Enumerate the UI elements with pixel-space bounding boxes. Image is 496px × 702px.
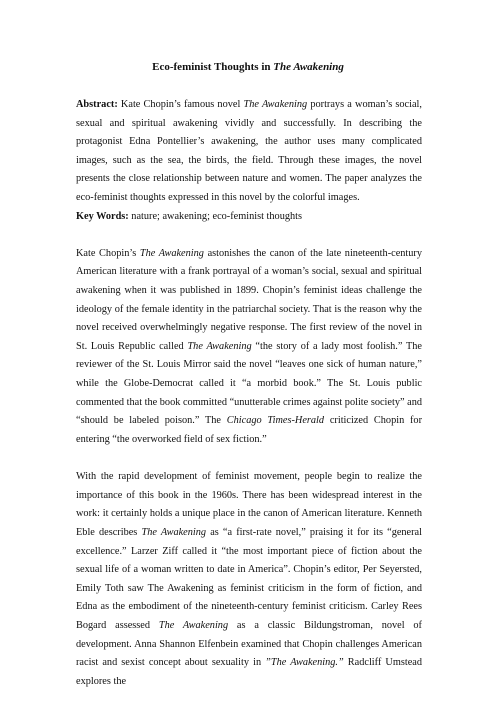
para2-text-4: Radcliff Umstead explores the [76,657,423,687]
abstract-text-1: Kate Chopin’s famous novel [117,99,244,110]
document-body [76,96,422,691]
title-italic-text: The Awakening [273,61,344,73]
keywords-text: nature; awakening; eco-feminist thoughts [128,210,303,222]
abstract-paragraph [76,96,422,208]
para1-italic-2: The Awakening [187,340,252,352]
para2-text-1: With the rapid development of feminist movement, people begin to realize the importance of this book in the 1960s. There has been widespread interest in the work: it certainly holds a unique place in the canon of American literature. Kenneth Eble describes [76,471,422,539]
keywords-label: Key Words: [76,210,129,222]
title-text: Eco-feminist Thoughts in [152,61,274,73]
para2-italic-3: ”The Awakening.” [265,657,344,669]
document-title [0,61,496,73]
keywords-paragraph [76,208,422,227]
para1-italic-1: The Awakening [139,247,204,259]
abstract-label: Abstract: [76,99,118,110]
body-paragraph-2 [76,468,422,691]
para1-text-2: astonishes the canon of the late nineteenth-century American literature with a frank portrayal of a woman’s social, sexual and spiritual awakening when it was published in 1899. Chopin’s feminist ideas challenge the ideology of the female identity in the patriarchal society. That is the reason why the novel received overwhelmingly negative response. The first review of the novel in St. Louis Republic called [76,247,422,352]
para1-text-1: Kate Chopin’s [76,247,140,259]
para1-text-4: criticized Chopin for entering “the overworked field of sex fiction.” [76,415,422,445]
para1-italic-3: Chicago Times-Herald [226,415,325,427]
spacer [76,226,422,245]
para2-italic-1: The Awakening [141,527,207,539]
body-paragraph-1 [76,245,422,450]
para1-text-3: “the story of a lady most foolish.” The reviewer of the St. Louis Mirror said the novel “leaves one sick of human nature,” while the Globe-Democrat called it “a morbid book.” The St. Louis public commented that the book committed “unutterable crimes against polite society” and “should be labeled poison.” The [76,340,422,427]
para2-text-3: as a classic Bildungstroman, novel of development. Anna Shannon Elfenbein examined that Chopin challenges American racist and sexist concept about sexuality in [76,620,422,669]
spacer [76,449,422,468]
para2-text-2: as “a first-rate novel,” praising it for its “general excellence.” Larzer Ziff called it “the most important piece of fiction about the sexual life of a woman written to date in America”. Chopin’s editor, Per Seyersted, Emily Toth saw The Awakening as feminist criticism in the form of fiction, and Edna as the embodiment of the nineteenth-century feminist criticism. Carley Rees Bogard assessed [76,527,422,632]
abstract-text-2: portrays a woman’s social, sexual and spiritual awakening vividly and successfully. In describing the protagonist Edna Pontellier’s awakening, the author uses many complicated images, such as the sea, the birds, the field. Through these images, the novel presents the close relationship between nature and women. The paper analyzes the eco-feminist thoughts expressed in this novel by the colorful images. [76,99,422,203]
para2-italic-2: The Awakening [158,620,229,632]
abstract-italic-title: The Awakening [243,99,308,110]
